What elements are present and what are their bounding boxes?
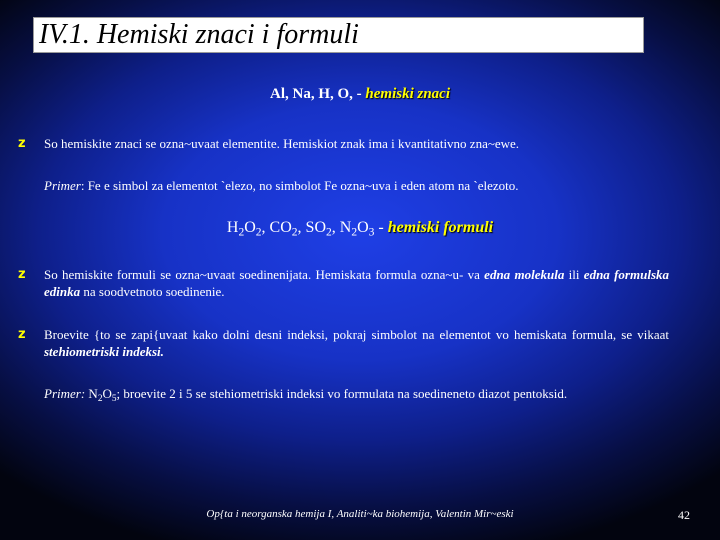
chemical-symbols-label: hemiski znaci — [365, 86, 451, 102]
bullet-indices-text: Broevite {to se zapi{uvaat kako dolni desni indeksi, pokraj simbolot na elementot vo hemiskata formula, se vikaat — [44, 327, 669, 342]
formula-so2: , SO — [297, 219, 326, 236]
formula-h2o2-o: O — [244, 219, 256, 236]
subscript: 2 — [255, 226, 262, 239]
formula-n2o3-n: , N — [331, 219, 352, 236]
bullet-icon: z — [18, 327, 26, 342]
emphasis-formula-unit: edna formulska edinka — [44, 267, 670, 299]
slide-footer: Op{ta i neorganska hemija I, Analiti~ka biohemija, Valentin Mir~eski — [206, 508, 514, 520]
formula-h2o2-h: H — [226, 219, 239, 236]
bullet-icon: z — [18, 267, 26, 282]
bullet-formulas — [18, 266, 670, 300]
formula-co2: , CO — [261, 219, 292, 236]
bullet-symbols — [18, 135, 669, 152]
example-n2o5 — [44, 385, 669, 402]
example-label: Primer — [44, 178, 81, 193]
formula-n2o5-o: O — [102, 386, 112, 401]
subscript: 3 — [368, 226, 375, 239]
bullet-formulas-text: na soodvetnoto soedinenie. — [80, 284, 225, 299]
bullet-formulas-text: So hemiskite formuli se ozna~uvaat soedinenijata. Hemiskata formula ozna~u- va — [44, 267, 485, 282]
bullet-icon: z — [18, 136, 26, 151]
title-box — [33, 17, 644, 53]
example-iron-text: : Fe e simbol za elementot `elezo, no simbolot Fe ozna~uva i eden atom na `elezoto. — [80, 178, 519, 193]
emphasis-molecule: edna molekula — [484, 267, 565, 282]
separator: - — [374, 219, 388, 236]
formulas-line — [0, 219, 720, 237]
subscript: 5 — [111, 393, 117, 404]
example-label: Primer: — [44, 386, 89, 401]
page-number: 42 — [678, 508, 690, 522]
example-iron — [44, 177, 669, 194]
element-symbols: Al, Na, H, O, - — [269, 86, 366, 102]
bullet-symbols-text: So hemiskite znaci se ozna~uvaat elementite. Hemiskiot znak ima i kvantitativno zna~ewe. — [44, 136, 520, 151]
subscript: 2 — [291, 226, 298, 239]
element-symbols-line — [0, 86, 720, 103]
chemical-formulas-label: hemiski formuli — [387, 219, 494, 236]
subscript: 2 — [326, 226, 332, 239]
subscript: 2 — [97, 393, 103, 404]
slide-title: IV.1. Hemiski znaci i formuli — [39, 19, 359, 50]
formula-n2o5-n: N — [88, 386, 98, 401]
example-n2o5-text: ; broevite 2 i 5 se stehiometriski indeksi vo formulata na soedineneto diazot pentoksid. — [116, 386, 568, 401]
bullet-indices — [18, 326, 669, 360]
subscript: 2 — [238, 226, 245, 239]
bullet-formulas-text: ili — [564, 267, 584, 282]
formula-n2o3-o: O — [357, 219, 369, 236]
subscript: 2 — [351, 226, 358, 239]
emphasis-stoichiometric: stehiometriski indeksi. — [44, 344, 164, 359]
